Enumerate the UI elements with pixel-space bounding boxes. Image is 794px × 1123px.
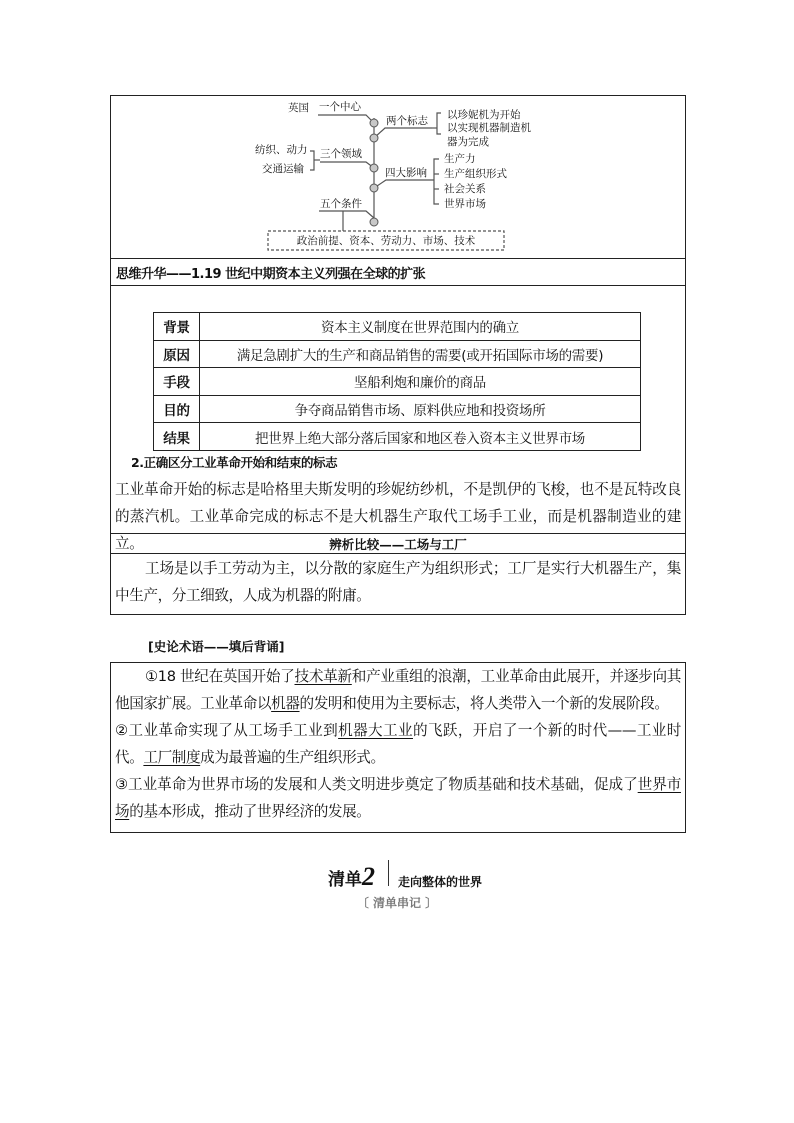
text: 和产业重组的浪潮，工业革命由此展开，并逐步向其他国家扩展。工业革命以: [115, 668, 681, 712]
blank-answer: 技术革新: [294, 668, 352, 685]
conditions-box: 政治前提、资本、劳动力、市场、技术: [296, 235, 476, 247]
text: ①18 世纪在英国开始了: [145, 668, 295, 685]
mark-end-1: 以实现机器制造机: [447, 122, 531, 134]
divider: [110, 258, 686, 259]
text: 的基本形成，推动了世界经济的发展。: [129, 803, 371, 820]
text: 成为最普遍的生产组织形式。: [200, 749, 385, 766]
impact-item: 生产组织形式: [444, 168, 507, 180]
table-row: [154, 340, 641, 368]
row-value: 满足急剧扩大的生产和商品销售的需要(或开拓国际市场的需要): [200, 340, 641, 368]
section-title: 思维升华——1.19 世纪中期资本主义列强在全球的扩张: [116, 267, 426, 282]
impact-item: 社会关系: [444, 183, 486, 195]
terms-heading: [史论术语——填后背诵]: [148, 639, 285, 654]
mark-end-2: 器为完成: [447, 136, 489, 148]
node-one-center: 一个中心: [319, 101, 361, 113]
node-two-marks: 两个标志: [386, 115, 428, 127]
compare-text: 工场是以手工劳动为主，以分散的家庭生产为组织形式；工厂是实行大机器生产，集中生产，分工细致，人成为机器的附庸。: [115, 560, 681, 604]
table-row: [154, 395, 641, 423]
divider: [110, 553, 686, 554]
impact-item: 世界市场: [444, 198, 486, 210]
row-value: 把世界上绝大部分落后国家和地区卷入资本主义世界市场: [200, 423, 641, 451]
compare-title: 辨析比较——工场与工厂: [329, 537, 467, 552]
mind-map-lines: [0, 0, 794, 300]
text: ②工业革命实现了从工场手工业到: [115, 722, 339, 739]
list-number: 2: [362, 862, 375, 891]
list-label: [328, 862, 375, 892]
table-row: [154, 313, 641, 341]
fields-a: 纺织、动力: [255, 144, 308, 156]
mark-start: 以珍妮机为开始: [447, 109, 521, 121]
blank-answer: 机器大工业: [338, 722, 413, 739]
row-key: 手段: [154, 368, 200, 396]
terms-p1: [115, 663, 681, 717]
row-key: 背景: [154, 313, 200, 341]
sub-label: 〔 清单串记 〕: [356, 896, 438, 910]
node-four-impacts: 四大影响: [385, 167, 427, 179]
row-key: 目的: [154, 395, 200, 423]
point2-title: 2.正确区分工业革命开始和结束的标志: [131, 455, 338, 470]
blank-answer: 世界市场: [115, 776, 681, 820]
row-value: 坚船利炮和廉价的商品: [200, 368, 641, 396]
divider: [388, 860, 389, 886]
list-label-text: 清单: [328, 870, 362, 890]
node-five-conditions: 五个条件: [320, 198, 362, 210]
fields-b: 交通运输: [262, 163, 304, 175]
blank-answer: 工厂制度: [143, 749, 201, 766]
node-three-fields: 三个领域: [320, 148, 362, 160]
row-value: 争夺商品销售市场、原料供应地和投资场所: [200, 395, 641, 423]
expansion-table: [153, 312, 641, 451]
table-row: [154, 423, 641, 451]
list-title: 走向整体的世界: [398, 875, 483, 889]
point2-text: 工业革命开始的标志是哈格里夫斯发明的珍妮纺纱机，不是凯伊的飞梭，也不是瓦特改良的蒸汽机。工业革命完成的标志不是大机器生产取代工场手工业，而是机器制造业的建立。: [115, 481, 681, 552]
row-key: 原因: [154, 340, 200, 368]
blank-answer: 机器: [271, 695, 300, 712]
table-row: [154, 368, 641, 396]
row-value: 资本主义制度在世界范围内的确立: [200, 313, 641, 341]
impact-item: 生产力: [444, 153, 476, 165]
divider: [110, 533, 686, 534]
node-britain: 英国: [288, 102, 309, 114]
text: 的发明和使用为主要标志，将人类带入一个新的发展阶段。: [299, 695, 669, 712]
divider: [110, 285, 686, 286]
text: ③工业革命为世界市场的发展和人类文明进步奠定了物质基础和技术基础，促成了: [115, 776, 638, 793]
text: 的飞跃，开启了一个新的时代——工业时代。: [115, 722, 681, 766]
terms-p2: [115, 717, 681, 771]
terms-p3: [115, 771, 681, 825]
row-key: 结果: [154, 423, 200, 451]
